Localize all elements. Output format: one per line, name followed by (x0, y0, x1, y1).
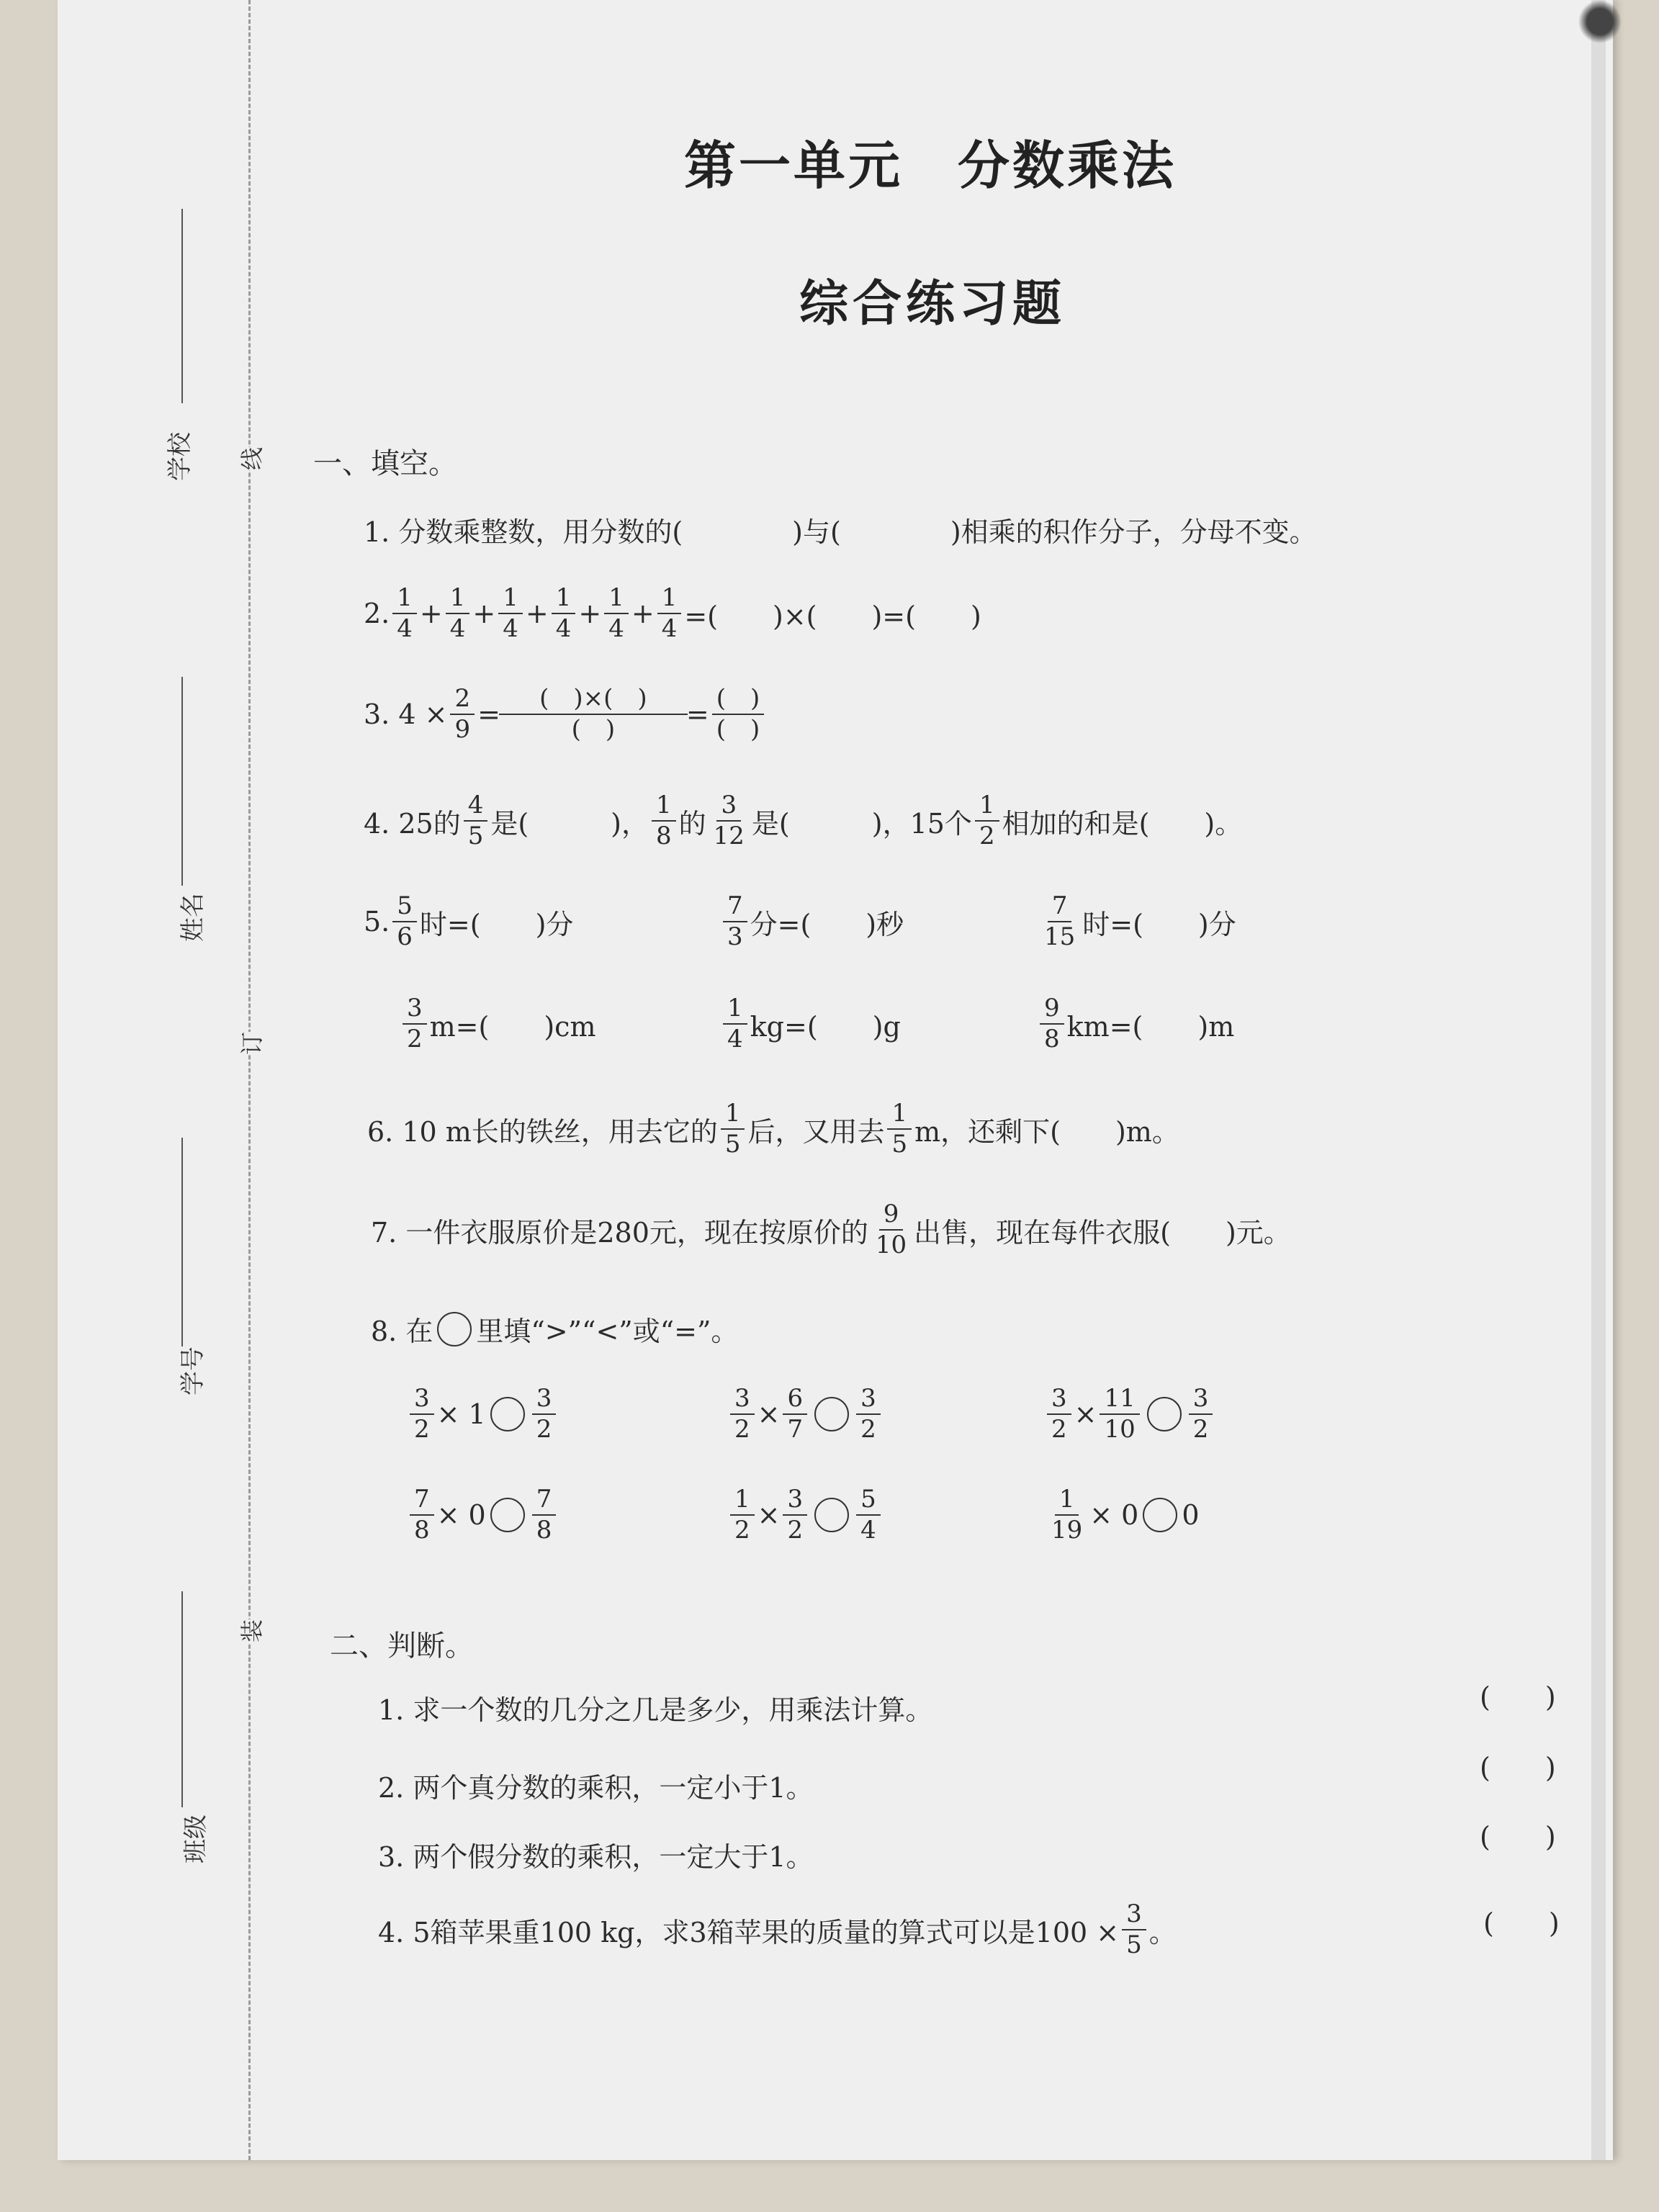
q2-frac-4: $\frac{1}{4}$ (552, 585, 576, 643)
compare-item-6: $\frac{1}{19}$ × 0 0 (1051, 1485, 1200, 1545)
question-5-row-1-b: $\frac{7}{3}$ 分=( )秒 (720, 893, 904, 951)
judge-item-4: 4. 5箱苹果重100 kg，求3箱苹果的质量的算式可以是100 × $\frac{3}{5}$ 。 (378, 1899, 1177, 1960)
unit-title: 第一单元 分数乘法 (684, 135, 1177, 196)
binding-blank-student-id (181, 1138, 183, 1346)
q2-frac-2: $\frac{1}{4}$ (446, 585, 470, 643)
compare-circle-icon[interactable] (1147, 1397, 1182, 1431)
page-edge (1591, 0, 1606, 2160)
corner-stain (1548, 0, 1635, 72)
question-2: 2. $\frac{1}{4}$ + $\frac{1}{4}$ + $\frac{1}{4}$ + $\frac{1}{4}$ + $\frac{1}{4}$ + $\frac{1}{4}$ =( )×( )=( ) (364, 583, 981, 644)
judge-answer-3[interactable]: ( ) (1480, 1821, 1556, 1853)
binding-label-name: 姓名 (179, 893, 207, 942)
compare-circle-icon[interactable] (490, 1397, 525, 1431)
judge-answer-1[interactable]: ( ) (1480, 1681, 1556, 1713)
question-5-row-1-c: $\frac{7}{15}$ 时=( )分 (1044, 891, 1236, 952)
binding-blank-school (181, 209, 183, 403)
compare-item-5: $\frac{1}{2}$ × $\frac{3}{2}$ $\frac{5}{4}$ (727, 1486, 884, 1545)
question-1: 1. 分数乘整数，用分数的( )与( )相乘的积作分子，分母不变。 (364, 516, 1317, 548)
judge-item-1: 1. 求一个数的几分之几是多少，用乘法计算。 (378, 1694, 933, 1726)
question-5-row-2: $\frac{3}{2}$ m=( )cm (400, 995, 595, 1053)
question-5-row-2-c: $\frac{9}{8}$ km=( )m (1037, 995, 1234, 1053)
q3-blank-fraction-1: $\frac{( )\times( )}{( )}$ (503, 685, 683, 744)
binding-dashed-line (248, 0, 251, 2160)
compare-item-2: $\frac{3}{2}$ × $\frac{6}{7}$ $\frac{3}{2}$ (727, 1385, 884, 1444)
question-4: 4. 25的 $\frac{4}{5}$ 是( )， $\frac{1}{8}$ 的 $\frac{3}{12}$ 是( )，15个 $\frac{1}{2}$ 相加的和是( )。 (364, 791, 1243, 851)
binding-label-class: 班级 (181, 1815, 210, 1863)
worksheet-title: 综合练习题 (799, 276, 1066, 333)
question-3: 3. 4 × $\frac{2}{9}$ = $\frac{( )\times( )}{( )}$ = $\frac{( )}{( )}$ (364, 685, 767, 744)
q2-frac-5: $\frac{1}{4}$ (604, 585, 629, 643)
binding-label-school: 学校 (166, 432, 194, 481)
binding-mark-bind: 装 (233, 1619, 269, 1642)
compare-circle-icon[interactable] (814, 1498, 849, 1532)
q2-number: 2. (364, 598, 390, 630)
question-8: 8. 在 里填“>”“<”或“=”。 (371, 1309, 738, 1349)
q3-blank-fraction-2: $\frac{( )}{( )}$ (712, 685, 765, 744)
compare-item-4: $\frac{7}{8}$ × 0 $\frac{7}{8}$ (407, 1486, 559, 1545)
q3-frac: $\frac{2}{9}$ (450, 685, 475, 744)
compare-circle-icon (437, 1312, 472, 1346)
section-judge-heading: 二、判断。 (330, 1629, 474, 1663)
compare-item-1: $\frac{3}{2}$ × 1 $\frac{3}{2}$ (407, 1385, 559, 1444)
judge-item-2: 2. 两个真分数的乘积，一定小于1。 (378, 1772, 814, 1804)
binding-label-student-id: 学号 (179, 1346, 207, 1395)
q2-frac-6: $\frac{1}{4}$ (657, 585, 682, 643)
section-fill-in-heading: 一、填空。 (313, 447, 457, 480)
q2-frac-3: $\frac{1}{4}$ (498, 585, 523, 643)
binding-blank-class (181, 1591, 183, 1807)
judge-answer-2[interactable]: ( ) (1480, 1752, 1556, 1784)
question-7: 7. 一件衣服原价是280元，现在按原价的 $\frac{9}{10}$ 出售，现在每件衣服( )元。 (371, 1200, 1291, 1260)
question-6: 6. 10 m长的铁丝，用去它的 $\frac{1}{5}$ 后，又用去 $\frac{1}{5}$ m，还剩下( )m。 (367, 1099, 1179, 1159)
judge-answer-4[interactable]: ( ) (1483, 1907, 1560, 1939)
binding-blank-name (181, 677, 183, 886)
q2-blanks: =( )×( )=( ) (684, 600, 981, 632)
q2-frac-1: $\frac{1}{4}$ (392, 585, 417, 643)
binding-mark-line: 线 (233, 447, 269, 470)
compare-item-3: $\frac{3}{2}$ × $\frac{11}{10}$ $\frac{3}{2}$ (1044, 1385, 1215, 1444)
binding-mark-staple: 订 (233, 1032, 269, 1055)
compare-circle-icon[interactable] (814, 1397, 849, 1431)
question-5-row-1: 5. $\frac{5}{6}$ 时=( )分 (364, 891, 574, 952)
question-5-row-2-b: $\frac{1}{4}$ kg=( )g (720, 995, 901, 1053)
compare-circle-icon[interactable] (490, 1498, 525, 1532)
judge-item-3: 3. 两个假分数的乘积，一定大于1。 (378, 1841, 814, 1873)
compare-circle-icon[interactable] (1143, 1498, 1177, 1532)
